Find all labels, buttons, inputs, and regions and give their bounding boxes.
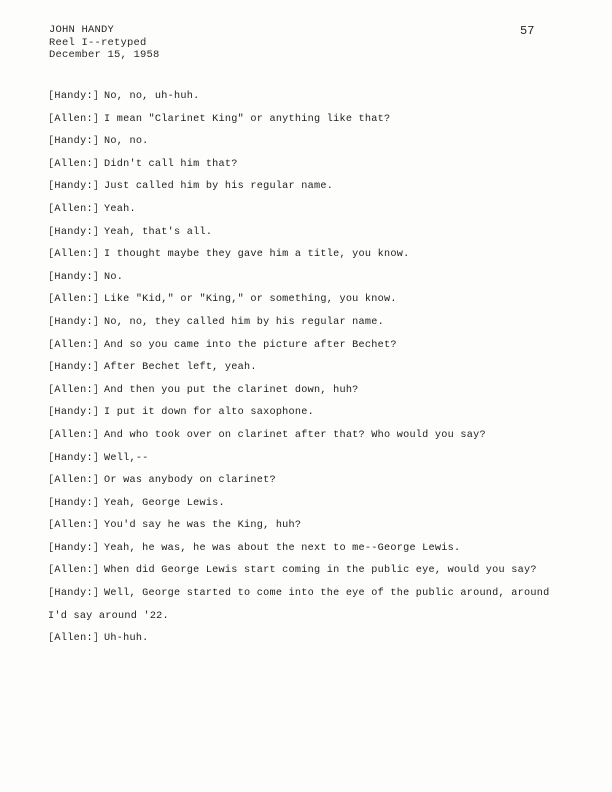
interviewee-name: JOHN HANDY [49, 24, 115, 36]
transcript-line [48, 293, 578, 316]
speaker-label: [Handy:] [48, 226, 100, 238]
transcript-line [48, 113, 578, 136]
utterance-text: After Bechet left, yeah. [104, 362, 257, 374]
transcript-line [48, 429, 578, 452]
transcript-line [48, 406, 578, 429]
speaker-label: [Allen:] [48, 384, 100, 396]
transcript-line [48, 90, 578, 113]
utterance-text: No, no. [104, 136, 149, 148]
speaker-label: [Allen:] [48, 339, 100, 351]
utterance-text: I thought maybe they gave him a title, you know. [104, 249, 410, 261]
utterance-text: No, no, they called him by his regular name. [104, 316, 384, 328]
transcript-line [48, 316, 578, 339]
transcript-line [48, 632, 578, 655]
speaker-label: [Allen:] [48, 294, 100, 306]
utterance-text: Just called him by his regular name. [104, 181, 334, 193]
utterance-text: And then you put the clarinet down, huh? [104, 384, 359, 396]
speaker-label: [Allen:] [48, 633, 100, 645]
speaker-label: [Allen:] [48, 249, 100, 261]
utterance-text: Well,-- [104, 452, 149, 464]
speaker-label: [Handy:] [48, 497, 100, 509]
utterance-text: When did George Lewis start coming in the public eye, would you say? [104, 565, 537, 577]
transcript-line [48, 610, 578, 633]
transcript-line [48, 587, 578, 610]
transcript-line [48, 271, 578, 294]
transcript-line [48, 474, 578, 497]
interview-date: December 15, 1958 [49, 49, 160, 61]
utterance-text: No, no, uh-huh. [104, 91, 200, 102]
speaker-label: [Handy:] [48, 91, 100, 102]
utterance-text: You'd say he was the King, huh? [104, 520, 302, 532]
speaker-label: [Handy:] [48, 588, 100, 600]
utterance-text: And who took over on clarinet after that? Who would you say? [104, 429, 486, 441]
transcript-line [48, 180, 578, 203]
transcript-line [48, 226, 578, 249]
speaker-label: [Allen:] [48, 429, 100, 441]
transcript-line [48, 158, 578, 181]
utterance-text: Yeah, he was, he was about the next to me--George Lewis. [104, 542, 461, 554]
utterance-text: I put it down for alto saxophone. [104, 407, 314, 419]
utterance-text: Yeah. [104, 203, 136, 215]
transcript-line [48, 384, 578, 407]
utterance-text: Well, George started to come into the eye of the public around, around [104, 588, 550, 600]
utterance-continuation: I'd say around '22. [48, 610, 169, 622]
transcript-line [48, 452, 578, 475]
speaker-label: [Handy:] [48, 181, 100, 193]
utterance-text: I mean "Clarinet King" or anything like that? [104, 113, 391, 125]
utterance-text: Yeah, that's all. [104, 226, 213, 238]
utterance-text: Uh-huh. [104, 633, 149, 645]
transcript-line [48, 497, 578, 520]
speaker-label: [Allen:] [48, 565, 100, 577]
speaker-label: [Handy:] [48, 407, 100, 419]
transcript-line [48, 203, 578, 226]
speaker-label: [Handy:] [48, 136, 100, 148]
page-number: 57 [520, 24, 535, 38]
utterance-text: Yeah, George Lewis. [104, 497, 225, 509]
speaker-label: [Allen:] [48, 520, 100, 532]
speaker-label: [Handy:] [48, 316, 100, 328]
speaker-label: [Allen:] [48, 113, 100, 125]
transcript-line [48, 248, 578, 271]
transcript-line [48, 135, 578, 158]
speaker-label: [Handy:] [48, 362, 100, 374]
speaker-label: [Handy:] [48, 452, 100, 464]
utterance-text: And so you came into the picture after Bechet? [104, 339, 397, 351]
transcript-line [48, 519, 578, 542]
speaker-label: [Allen:] [48, 475, 100, 487]
speaker-label: [Handy:] [48, 271, 100, 283]
utterance-text: No. [104, 271, 124, 283]
transcript-body [48, 90, 578, 655]
speaker-label: [Handy:] [48, 542, 100, 554]
speaker-label: [Allen:] [48, 158, 100, 170]
transcript-line [48, 361, 578, 384]
utterance-text: Didn't call him that? [104, 158, 238, 170]
speaker-label: [Allen:] [48, 203, 100, 215]
document-header [49, 24, 160, 62]
reel-info: Reel I--retyped [49, 36, 147, 49]
transcript-line [48, 564, 578, 587]
transcript-line [48, 542, 578, 565]
transcript-line [48, 339, 578, 362]
utterance-text: Or was anybody on clarinet? [104, 475, 276, 487]
utterance-text: Like "Kid," or "King," or something, you know. [104, 294, 397, 306]
